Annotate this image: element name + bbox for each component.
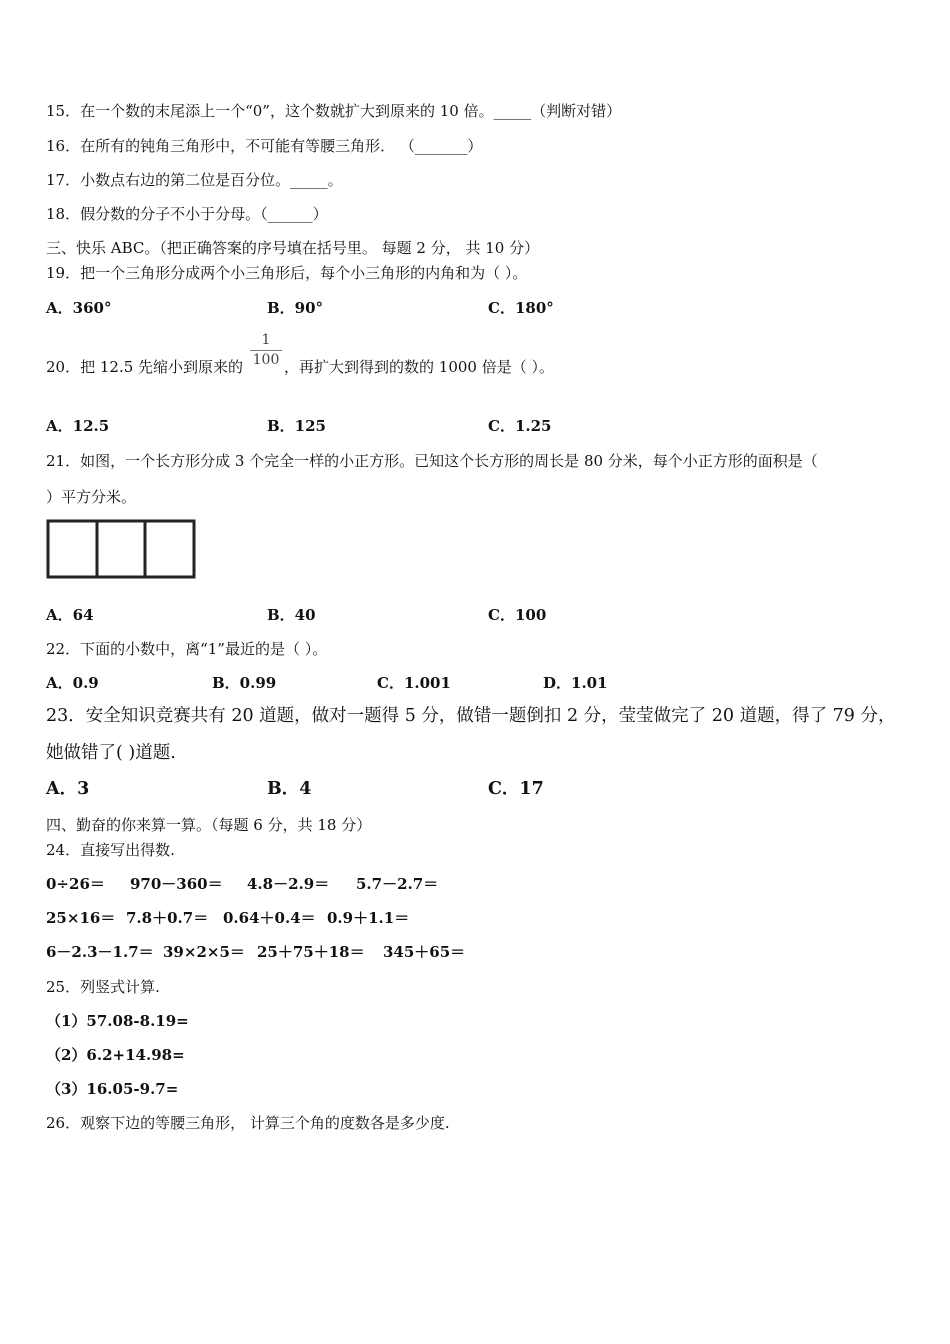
calc-item: 4.8－2.9＝ — [247, 875, 330, 893]
q21-option-c: C．100 — [488, 606, 547, 624]
question-23-line1: 23．安全知识竞赛共有 20 道题，做对一题得 5 分，做错一题倒扣 2 分，莹莹做完了 20 道题，得了 79 分， — [46, 706, 896, 726]
q20-option-a: A．12.5 — [46, 417, 110, 435]
question-21-line2: ）平方分米。 — [46, 488, 137, 506]
fraction-bar — [250, 350, 282, 351]
question-20-prefix: 20．把 12.5 先缩小到原来的 — [46, 358, 244, 376]
three-squares-figure — [46, 519, 198, 581]
question-20-suffix: ，再扩大到得到的数的 1000 倍是（ ）。 — [284, 358, 554, 376]
q21-option-a: A．64 — [46, 606, 94, 624]
q23-option-b: B．4 — [267, 779, 312, 799]
rectangle-outline — [48, 521, 194, 577]
q25-item-3: （3）16.05-9.7= — [46, 1080, 179, 1098]
calc-item: 25×16＝ — [46, 909, 116, 927]
q20-option-c: C．1.25 — [488, 417, 552, 435]
question-15: 15．在一个数的末尾添上一个“0”，这个数就扩大到原来的 10 倍。_____（判断对错） — [46, 102, 622, 120]
question-22: 22．下面的小数中，离“1”最近的是（ ）。 — [46, 640, 328, 658]
question-18: 18．假分数的分子不小于分母。（______） — [46, 205, 328, 223]
calc-item: 39×2×5＝ — [163, 943, 245, 961]
question-21-line1: 21．如图，一个长方形分成 3 个完全一样的小正方形。已知这个长方形的周长是 80 分米，每个小正方形的面积是（ — [46, 452, 818, 470]
q25-item-1: （1）57.08-8.19= — [46, 1012, 189, 1030]
calc-item: 5.7－2.7＝ — [356, 875, 439, 893]
section-3-heading: 三、快乐 ABC。（把正确答案的序号填在括号里。 每题 2 分， 共 10 分） — [46, 239, 540, 257]
calc-item: 7.8＋0.7＝ — [126, 909, 209, 927]
question-16: 16．在所有的钝角三角形中，不可能有等腰三角形． （_______） — [46, 137, 483, 155]
q20-fraction-numerator: 1 — [261, 332, 271, 348]
q20-fraction — [250, 332, 282, 369]
q23-option-c: C．17 — [488, 779, 544, 799]
q22-option-c: C．1.001 — [377, 674, 451, 692]
question-17: 17．小数点右边的第二位是百分位。_____。 — [46, 171, 343, 189]
q19-option-b: B．90° — [267, 299, 324, 317]
calc-item: 970－360＝ — [130, 875, 223, 893]
question-24: 24．直接写出得数. — [46, 841, 175, 859]
q22-option-b: B．0.99 — [212, 674, 277, 692]
q23-option-a: A．3 — [46, 779, 90, 799]
q19-option-c: C．180° — [488, 299, 554, 317]
calc-item: 25＋75＋18＝ — [257, 943, 365, 961]
calc-item: 0÷26＝ — [46, 875, 105, 893]
q19-option-a: A．360° — [46, 299, 112, 317]
q22-option-d: D．1.01 — [543, 674, 608, 692]
calc-item: 0.64＋0.4＝ — [223, 909, 316, 927]
q25-item-2: （2）6.2+14.98= — [46, 1046, 185, 1064]
calc-item: 345＋65＝ — [383, 943, 466, 961]
question-19: 19．把一个三角形分成两个小三角形后，每个小三角形的内角和为（ ）。 — [46, 264, 528, 282]
q20-option-b: B．125 — [267, 417, 326, 435]
question-26: 26．观察下边的等腰三角形， 计算三个角的度数各是多少度. — [46, 1114, 450, 1132]
calc-item: 6－2.3－1.7＝ — [46, 943, 154, 961]
question-23-line2: 她做错了( )道题. — [46, 743, 176, 763]
q21-option-b: B．40 — [267, 606, 316, 624]
calc-item: 0.9＋1.1＝ — [327, 909, 410, 927]
q20-fraction-denominator: 100 — [252, 352, 280, 368]
question-25: 25．列竖式计算. — [46, 978, 160, 996]
section-4-heading: 四、勤奋的你来算一算。（每题 6 分，共 18 分） — [46, 816, 372, 834]
q22-option-a: A．0.9 — [46, 674, 99, 692]
